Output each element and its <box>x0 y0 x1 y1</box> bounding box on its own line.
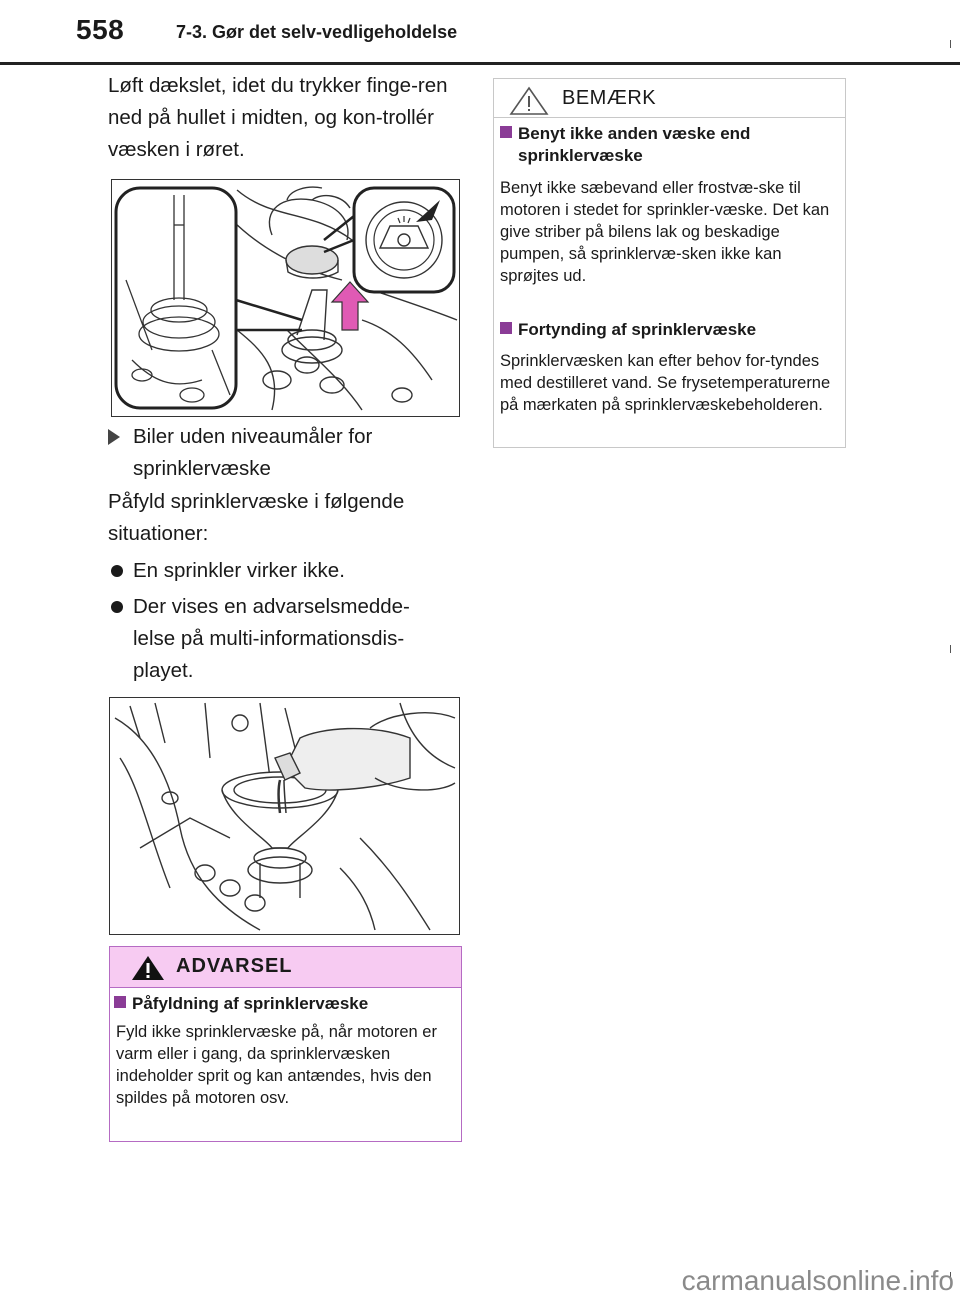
square-bullet-icon <box>114 996 126 1008</box>
page-number: 558 <box>76 14 125 45</box>
note-title: BEMÆRK <box>562 87 657 109</box>
bullet-item <box>108 555 448 587</box>
bullet-item <box>108 591 448 687</box>
warning-box <box>109 946 462 1142</box>
watermark: carmanualsonline.info <box>681 1265 954 1296</box>
note-section2-heading: Fortynding af sprinklervæske <box>500 319 830 341</box>
bullet-text: En sprinkler virker ikke. <box>133 559 345 582</box>
instruction-paragraph: Løft dækslet, idet du trykker finge-ren ned på hullet i midten, og kon-trollér væsken i røret. <box>108 74 448 161</box>
crop-mark <box>950 40 951 48</box>
square-bullet-icon <box>500 322 512 334</box>
figure-refill-funnel <box>109 697 460 935</box>
section-title: 7-3. Gør det selv-vedligeholdelse <box>176 22 458 42</box>
bullet-dot-icon <box>111 601 123 613</box>
note-section2-text: Sprinklervæsken kan efter behov for-tyndes med destilleret vand. Se frysetemperaturerne på mærkaten på sprinklervæskebeholderen. <box>500 352 831 414</box>
square-bullet-icon <box>500 126 512 138</box>
arrow-list-item <box>108 421 448 485</box>
note-box <box>493 78 846 448</box>
bullet-dot-icon <box>111 565 123 577</box>
warning-title: ADVARSEL <box>176 955 293 977</box>
bullet-text: Der vises en advarselsmedde-lelse på multi-informationsdis-playet. <box>133 595 410 682</box>
header-rule <box>0 62 960 65</box>
note-section1-text: Benyt ikke sæbevand eller frostvæ-ske til motoren i stedet for sprinkler-væske. Det kan give striber på bilens lak og beskadige pumpen, så sprinklervæ-sken ikke kan sprøjtes ud. <box>500 179 830 285</box>
caution-triangle-icon <box>508 85 550 117</box>
arrow-bullet-icon <box>108 429 120 445</box>
note-header <box>494 79 845 118</box>
warning-triangle-icon <box>130 954 166 982</box>
arrow-item-text: Biler uden niveaumåler for sprinklervæske <box>133 425 373 480</box>
warning-heading: Påfyldning af sprinklervæske <box>114 993 454 1015</box>
warning-header <box>110 947 461 988</box>
situations-paragraph: Påfyld sprinklervæske i følgende situationer: <box>108 490 405 545</box>
figure-reservoir-cap <box>111 179 460 417</box>
warning-text: Fyld ikke sprinklervæske på, når motoren er varm eller i gang, da sprinklervæsken indeholder sprit og kan antændes, hvis den spildes på motoren osv. <box>116 1023 437 1107</box>
crop-mark <box>950 645 951 653</box>
note-section1-heading: Benyt ikke anden væske end sprinklervæske <box>500 123 820 167</box>
